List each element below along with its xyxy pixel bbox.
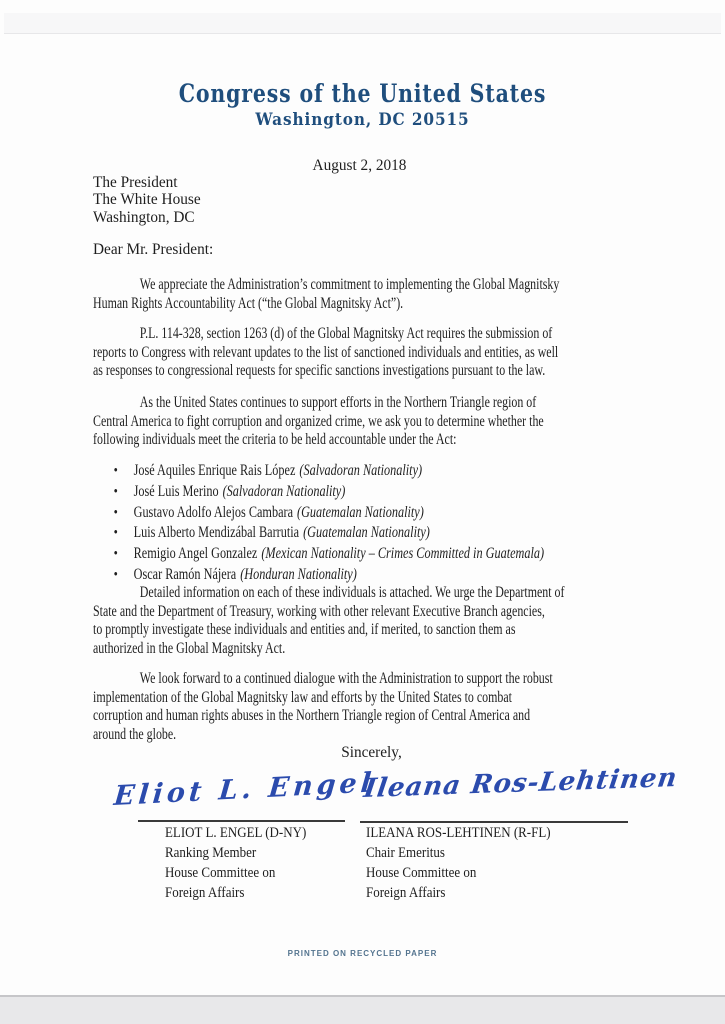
paragraph-line: authorized in the Global Magnitsky Act. bbox=[93, 639, 286, 657]
paragraph-5 bbox=[93, 670, 655, 744]
recipient-line: Washington, DC bbox=[93, 208, 195, 226]
recycled-paper-notice: PRINTED ON RECYCLED PAPER bbox=[287, 949, 438, 958]
letterhead bbox=[0, 80, 725, 130]
salutation: Dear Mr. President: bbox=[93, 241, 214, 258]
signature-line bbox=[138, 820, 345, 822]
paragraph-line: We appreciate the Administration’s commitment to implementing the Global Magnitsky bbox=[139, 276, 560, 293]
recipient-line: The White House bbox=[93, 191, 201, 209]
person-name: Remigio Angel Gonzalez bbox=[133, 545, 258, 563]
paragraph-line: Human Rights Accountability Act (“the Global Magnitsky Act”). bbox=[93, 294, 404, 312]
paragraph-line: to promptly investigate these individuals and entities and, if merited, to sanction them as bbox=[93, 621, 516, 638]
letterhead-title: Congress of the United States bbox=[178, 79, 547, 108]
paragraph-line: reports to Congress with relevant updates to the list of sanctioned individuals and entities, as well bbox=[93, 343, 559, 361]
person-name: José Luis Merino bbox=[133, 482, 219, 500]
person-nationality: (Salvadoran Nationality) bbox=[222, 482, 346, 500]
person-nationality: (Mexican Nationality – Crimes Committed in Guatemala) bbox=[261, 545, 545, 563]
paragraph-3 bbox=[93, 394, 655, 450]
sanction-target-item bbox=[112, 565, 688, 586]
signer-name: ELIOT L. ENGEL (D-NY) bbox=[165, 825, 307, 841]
paragraph-line: as responses to congressional requests for specific sanctions investigations pursuant to the law. bbox=[93, 362, 546, 379]
paragraph-line: As the United States continues to support efforts in the Northern Triangle region of bbox=[139, 394, 537, 411]
signer-title: Chair Emeritus bbox=[366, 845, 445, 861]
scan-artifact-top bbox=[4, 13, 721, 34]
letterhead-subtitle: Washington, DC 20515 bbox=[255, 110, 470, 130]
signer-name: ILEANA ROS-LEHTINEN (R-FL) bbox=[366, 825, 551, 841]
sanction-target-item bbox=[112, 461, 688, 482]
sanction-target-list bbox=[112, 461, 688, 586]
person-nationality: (Guatemalan Nationality) bbox=[303, 524, 430, 542]
sanction-target-item bbox=[112, 523, 688, 544]
signer-title: Ranking Member bbox=[165, 845, 257, 861]
recipient-line: The President bbox=[93, 174, 178, 191]
sanction-target-item bbox=[112, 482, 688, 503]
person-name: José Aquiles Enrique Rais López bbox=[133, 462, 296, 479]
paragraph-1 bbox=[93, 276, 655, 313]
person-nationality: (Guatemalan Nationality) bbox=[297, 503, 424, 521]
person-name: Luis Alberto Mendizábal Barrutia bbox=[133, 524, 300, 542]
paragraph-4 bbox=[93, 584, 655, 658]
recipient-address bbox=[93, 174, 201, 226]
person-name: Gustavo Adolfo Alejos Cambara bbox=[133, 503, 294, 521]
paragraph-line: State and the Department of Treasury, working with other relevant Executive Branch agencies, bbox=[93, 602, 545, 620]
paragraph-line: around the globe. bbox=[93, 725, 177, 743]
paragraph-line: following individuals meet the criteria to be held accountable under the Act: bbox=[93, 431, 457, 448]
letter-date: August 2, 2018 bbox=[312, 157, 407, 174]
paragraph-line: We look forward to a continued dialogue with the Administration to support the robust bbox=[139, 670, 553, 687]
paragraph-line: Central America to fight corruption and organized crime, we ask you to determine whether the bbox=[93, 412, 544, 430]
engel-signature-block bbox=[165, 823, 306, 903]
paragraph-2 bbox=[93, 325, 655, 381]
person-nationality: (Honduran Nationality) bbox=[240, 565, 357, 583]
sanction-target-item bbox=[112, 503, 688, 524]
engel-signature: Eliot L. Engel bbox=[112, 767, 377, 813]
paragraph-line: Detailed information on each of these individuals is attached. We urge the Department of bbox=[139, 584, 565, 601]
person-nationality: (Salvadoran Nationality) bbox=[299, 462, 423, 479]
paragraph-line: P.L. 114-328, section 1263 (d) of the Global Magnitsky Act requires the submission of bbox=[139, 325, 553, 342]
signer-org: House Committee on bbox=[165, 865, 276, 881]
scan-artifact-bottom bbox=[0, 995, 725, 1024]
closing: Sincerely, bbox=[341, 744, 402, 761]
signer-org: House Committee on bbox=[366, 865, 477, 881]
signer-org: Foreign Affairs bbox=[165, 885, 245, 901]
ros-lehtinen-signature: Ileana Ros-Lehtinen bbox=[361, 762, 680, 805]
person-name: Oscar Ramón Nájera bbox=[133, 565, 237, 583]
sanction-target-item bbox=[112, 544, 688, 565]
paragraph-line: implementation of the Global Magnitsky law and efforts by the United States to combat bbox=[93, 688, 512, 706]
ros-lehtinen-signature-block bbox=[366, 823, 551, 903]
signer-org: Foreign Affairs bbox=[366, 885, 446, 901]
paragraph-line: corruption and human rights abuses in the Northern Triangle region of Central America and bbox=[93, 707, 531, 724]
